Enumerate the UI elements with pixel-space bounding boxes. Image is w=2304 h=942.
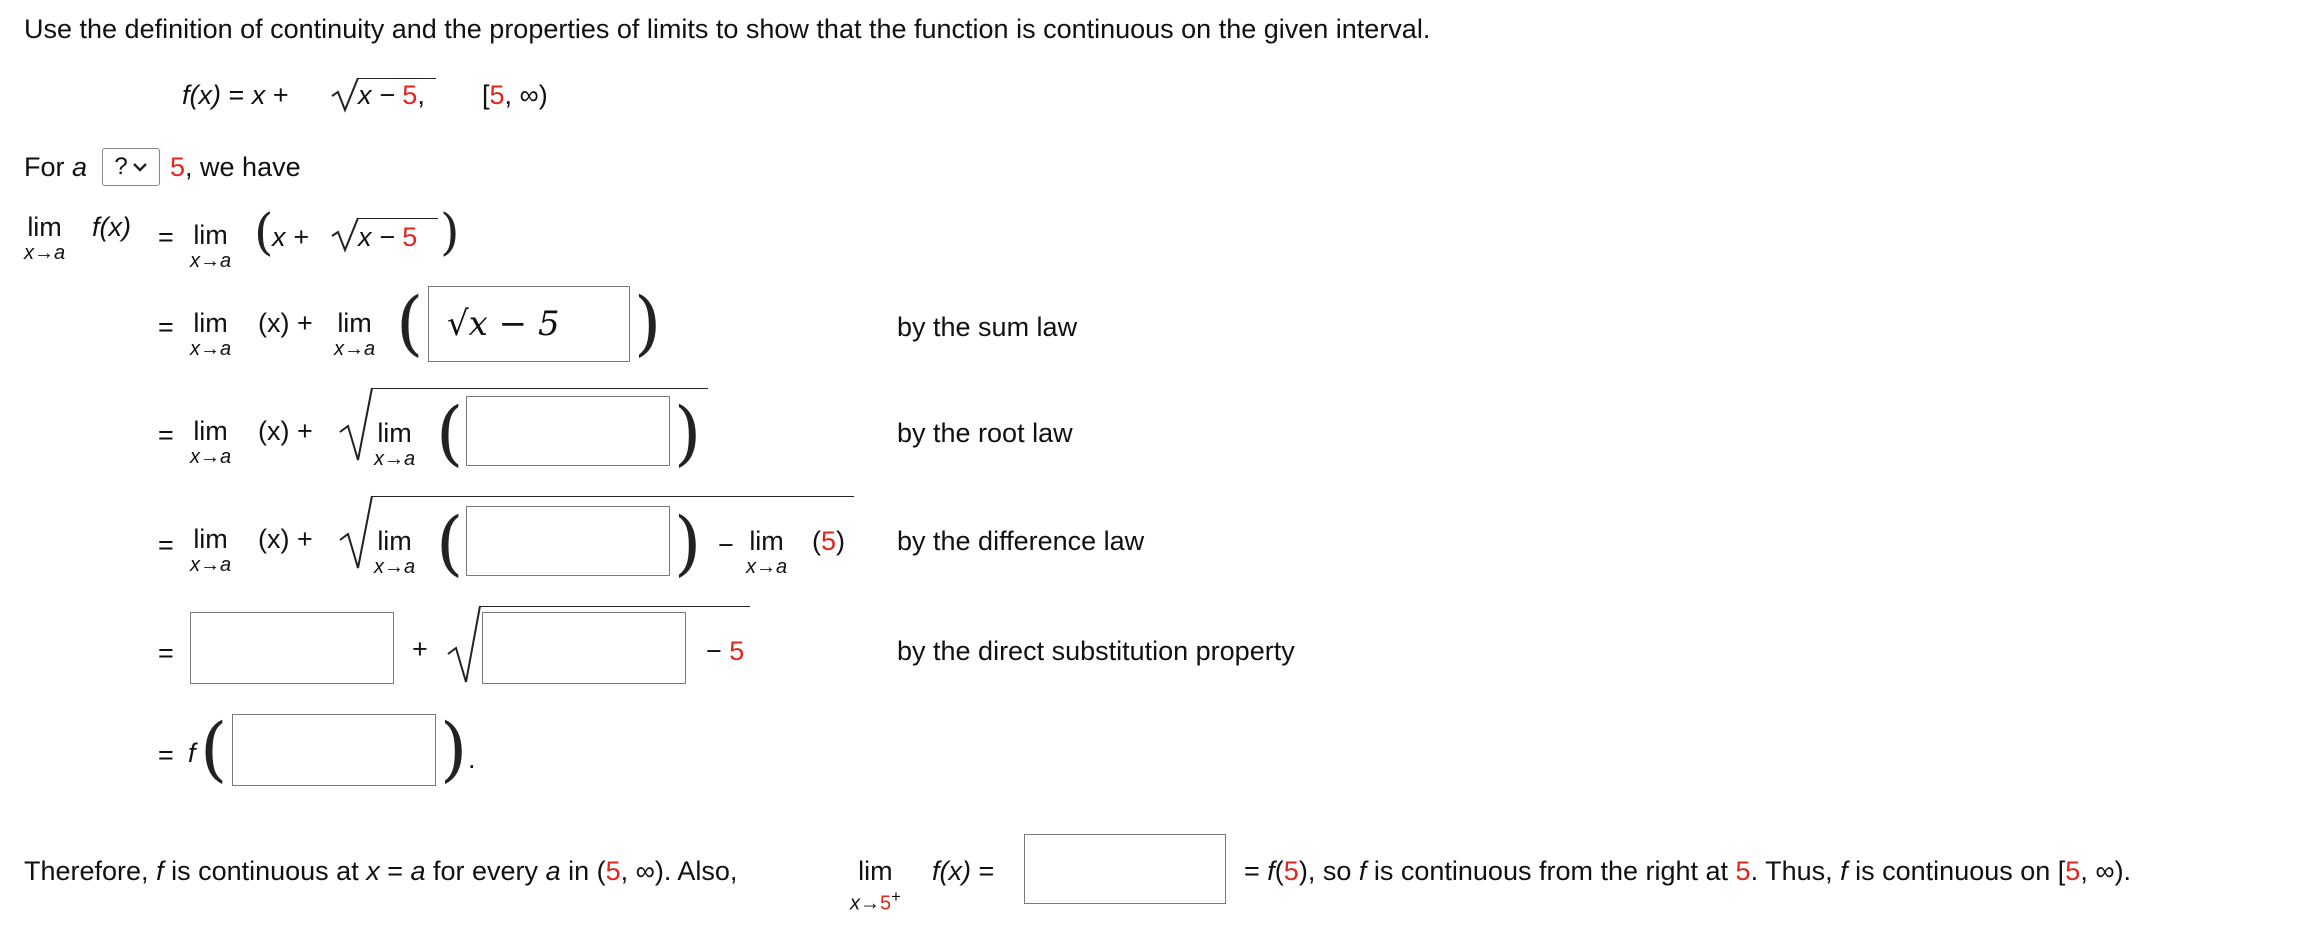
- limit-x-term: (x) +: [258, 524, 313, 554]
- plus-sign: +: [412, 634, 428, 664]
- for-line-suffix: 5, we have: [170, 152, 301, 182]
- equals-sign: =: [158, 530, 174, 560]
- limit-operator: lim x→a: [190, 524, 232, 576]
- reason-sum-law: by the sum law: [897, 312, 1078, 342]
- conclusion-fx: f(x) =: [932, 856, 995, 886]
- step1-x: x +: [272, 222, 309, 252]
- right-paren: ): [440, 708, 468, 790]
- minus-sign: −: [718, 530, 734, 560]
- radical-bar: [480, 606, 750, 607]
- left-paren: (: [436, 392, 464, 474]
- limit-x-term: (x) +: [258, 308, 313, 338]
- function-radicand: x − 5,: [358, 80, 425, 110]
- limit-operator: lim x→a: [746, 526, 788, 578]
- limit-operator: lim x→a: [374, 418, 416, 470]
- reason-direct-substitution: by the direct substitution property: [897, 636, 1295, 666]
- answer-box-final[interactable]: [232, 714, 436, 786]
- limit-operator: lim x→a: [374, 526, 416, 578]
- limit-lhs-fx: f(x): [92, 212, 131, 242]
- equals-sign: =: [158, 312, 174, 342]
- step1-radicand: x − 5: [358, 222, 418, 252]
- limit-operator: lim x→a: [190, 220, 232, 272]
- equals-sign: =: [158, 740, 174, 770]
- left-paren: (: [436, 502, 464, 584]
- answer-box-sum-law[interactable]: [428, 286, 630, 362]
- right-paren: ): [674, 502, 702, 584]
- function-definition: f(x) = x +: [182, 80, 289, 110]
- reason-difference-law: by the difference law: [897, 526, 1145, 556]
- dropdown-value: ?: [114, 153, 128, 180]
- limit-x-term: (x) +: [258, 416, 313, 446]
- sqrt-symbol: [338, 494, 374, 570]
- right-paren: ): [634, 282, 662, 364]
- sqrt-symbol: [338, 386, 374, 462]
- equals-sign: =: [158, 222, 174, 252]
- answer-box-difference-law[interactable]: [466, 506, 670, 576]
- right-paren: ): [674, 392, 702, 474]
- conclusion-part-2: = f(5), so f is continuous from the right at 5. Thus, f is continuous on [5, ∞).: [1244, 856, 2132, 886]
- for-line-prefix: For a: [24, 152, 88, 182]
- limit-operator: lim x→a: [334, 308, 376, 360]
- limit-operator: lim x→a: [190, 416, 232, 468]
- answer-box-root-law[interactable]: [466, 396, 670, 466]
- left-paren: (: [396, 282, 424, 364]
- chevron-down-icon: [132, 161, 148, 173]
- relation-dropdown[interactable]: [102, 148, 160, 186]
- sqrt-symbol: [330, 76, 360, 112]
- equals-sign: =: [158, 420, 174, 450]
- final-f: f: [188, 738, 196, 768]
- answer-box-direct-sub-2[interactable]: [482, 612, 686, 684]
- answer-box-direct-sub-1[interactable]: [190, 612, 394, 684]
- radical-bar: [372, 388, 708, 389]
- limit-right-operator: lim x→5+: [850, 856, 901, 915]
- period: .: [468, 744, 476, 774]
- equals-sign: =: [158, 638, 174, 668]
- radical-bar: [358, 218, 438, 219]
- sqrt-symbol: [330, 216, 360, 252]
- limit-const-term: (5): [812, 526, 846, 556]
- limit-lhs: lim x→a: [24, 212, 66, 264]
- conclusion-part-1: Therefore, f is continuous at x = a for every a in (5, ∞). Also,: [24, 856, 738, 886]
- radical-bar: [358, 78, 436, 79]
- limit-operator: lim x→a: [190, 308, 232, 360]
- prefilled-answer: √x − 5: [447, 304, 560, 344]
- radical-bar: [372, 496, 854, 497]
- instruction-text: Use the definition of continuity and the properties of limits to show that the function is continuous on the given interval.: [24, 14, 1431, 44]
- right-paren: ): [440, 203, 460, 261]
- sqrt-symbol: [446, 604, 482, 684]
- minus-const: − 5: [706, 636, 745, 666]
- reason-root-law: by the root law: [897, 418, 1073, 448]
- left-paren: (: [200, 708, 228, 790]
- answer-box-right-limit[interactable]: [1024, 834, 1226, 904]
- interval: [5, ∞): [482, 80, 548, 110]
- left-paren: (: [254, 203, 274, 261]
